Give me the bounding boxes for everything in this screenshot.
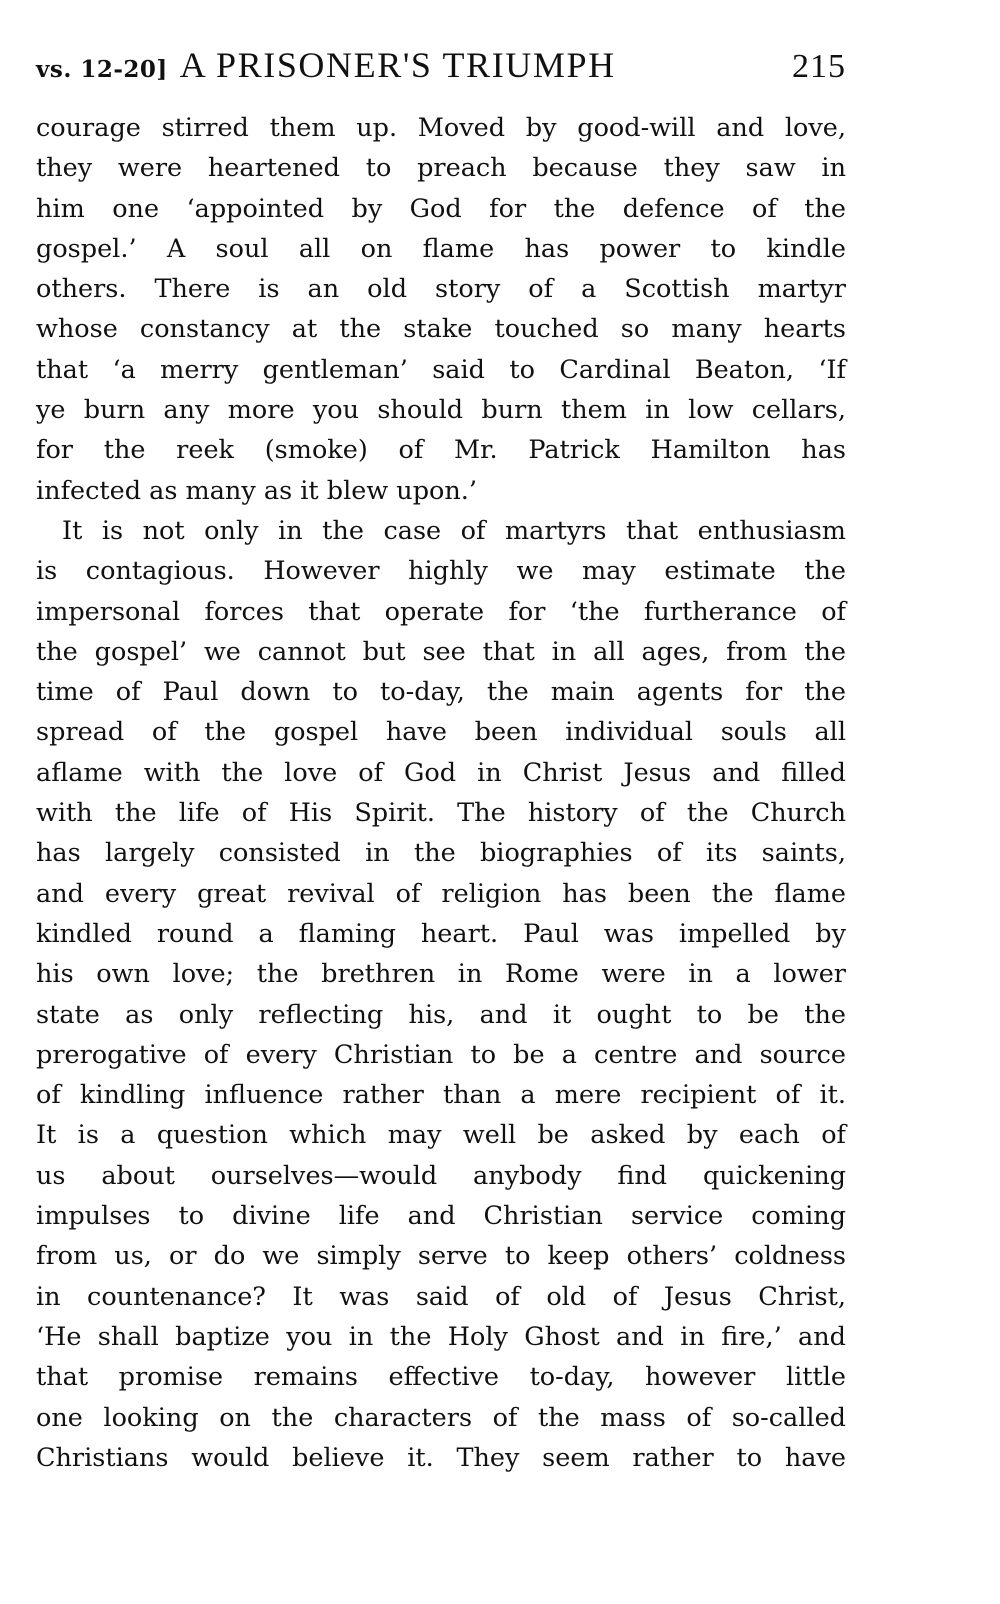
- text-line: Christians would believe it. They seem rather to have: [36, 1442, 846, 1473]
- page-number: 215: [792, 48, 846, 85]
- text-line: aflame with the love of God in Christ Jesus and filled: [36, 757, 846, 788]
- paragraph-2: [36, 511, 846, 1478]
- text-line: impersonal forces that operate for ‘the furtherance of: [36, 596, 846, 627]
- running-title: A PRISONER'S TRIUMPH: [179, 45, 616, 85]
- text-line: his own love; the brethren in Rome were in a lower: [36, 959, 846, 990]
- paragraph-1: [36, 108, 846, 511]
- text-line: others. There is an old story of a Scottish martyr: [36, 274, 846, 305]
- body-text: [36, 108, 846, 1478]
- text-line: whose constancy at the stake touched so many hearts: [36, 314, 846, 345]
- running-head: [36, 44, 846, 104]
- text-line: for the reek (smoke) of Mr. Patrick Hamilton has: [36, 435, 846, 466]
- text-line: gospel.’ A soul all on flame has power to kindle: [36, 233, 846, 264]
- text-line: in countenance? It was said of old of Jesus Christ,: [36, 1281, 846, 1312]
- text-line: and every great revival of religion has been the flame: [36, 878, 846, 909]
- book-page: [36, 44, 846, 1478]
- text-line: with the life of His Spirit. The history of the Church: [36, 798, 846, 829]
- text-line: one looking on the characters of the mass of so-called: [36, 1402, 846, 1433]
- text-line: kindled round a flaming heart. Paul was impelled by: [36, 918, 846, 949]
- text-line: courage stirred them up. Moved by good-will and love,: [36, 113, 846, 143]
- text-line: ye burn any more you should burn them in low cellars,: [36, 395, 846, 426]
- text-line: him one ‘appointed by God for the defence of the: [36, 193, 846, 224]
- verse-reference: vs. 12-20]: [36, 56, 168, 83]
- text-line: of kindling influence rather than a mere recipient of it.: [36, 1080, 846, 1111]
- text-line: that promise remains effective to-day, however little: [36, 1362, 846, 1393]
- text-line: has largely consisted in the biographies of its saints,: [36, 838, 846, 869]
- text-line: us about ourselves—would anybody find quickening: [36, 1160, 846, 1191]
- text-line: It is not only in the case of martyrs that enthusiasm: [62, 515, 846, 546]
- text-line: prerogative of every Christian to be a centre and source: [36, 1039, 846, 1070]
- text-line: impulses to divine life and Christian service coming: [36, 1201, 846, 1232]
- text-line: time of Paul down to to-day, the main agents for the: [36, 677, 846, 708]
- text-line: that ‘a merry gentleman’ said to Cardinal Beaton, ‘If: [36, 354, 846, 385]
- text-line: It is a question which may well be asked by each of: [36, 1120, 846, 1151]
- text-line: they were heartened to preach because they saw in: [36, 153, 846, 184]
- text-line: is contagious. However highly we may estimate the: [36, 556, 846, 587]
- text-line: spread of the gospel have been individual souls all: [36, 717, 846, 748]
- text-line: the gospel’ we cannot but see that in all ages, from the: [36, 636, 846, 667]
- text-line: from us, or do we simply serve to keep others’ coldness: [36, 1241, 846, 1272]
- text-line: ‘He shall baptize you in the Holy Ghost and in fire,’ and: [36, 1321, 846, 1352]
- text-line: state as only reflecting his, and it ought to be the: [36, 999, 846, 1030]
- text-line: infected as many as it blew upon.’: [36, 475, 478, 506]
